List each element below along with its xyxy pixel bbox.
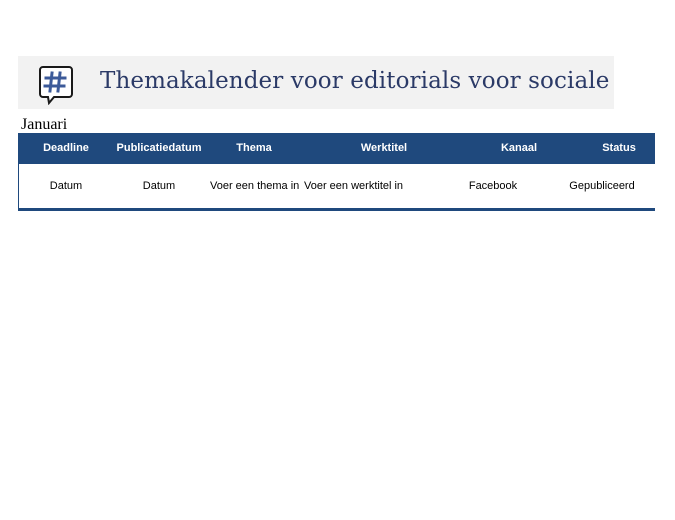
calendar-table: [18, 133, 655, 211]
cell-status[interactable]: Gepubliceerd: [569, 180, 635, 192]
cell-werktitel[interactable]: Voer een werktitel in: [304, 180, 404, 192]
column-header-status[interactable]: Status: [602, 142, 636, 154]
page-title: Themakalender voor editorials voor sociale: [100, 68, 610, 94]
month-label: Januari: [21, 116, 68, 133]
column-header-thema[interactable]: Thema: [236, 142, 272, 154]
table-bottom-border: [18, 208, 655, 211]
cell-deadline[interactable]: Datum: [49, 180, 83, 192]
column-header-deadline[interactable]: Deadline: [43, 142, 89, 154]
cell-kanaal[interactable]: Facebook: [468, 180, 518, 192]
hashtag-speech-bubble-icon: [38, 65, 74, 105]
column-header-werktitel[interactable]: Werktitel: [360, 142, 408, 154]
cell-publicatiedatum[interactable]: Datum: [142, 180, 176, 192]
column-header-kanaal[interactable]: Kanaal: [500, 142, 538, 154]
title-banner: [18, 56, 614, 109]
cell-thema[interactable]: Voer een thema in: [210, 180, 300, 192]
column-header-publicatiedatum[interactable]: Publicatiedatum: [116, 142, 202, 154]
